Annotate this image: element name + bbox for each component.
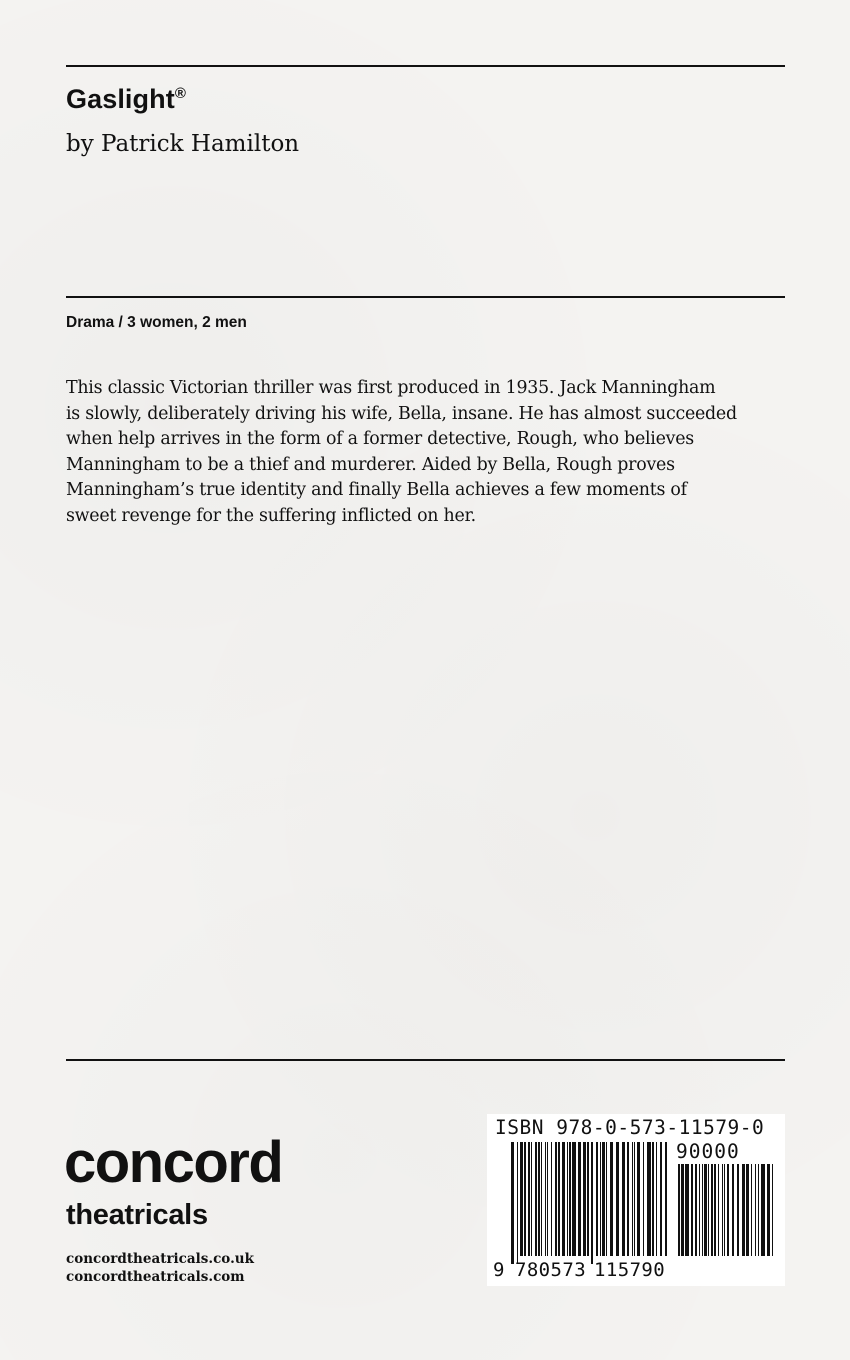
price-code: 90000 (676, 1140, 740, 1163)
barcode-bar (711, 1164, 713, 1256)
barcode-bar (685, 1164, 689, 1256)
url-com[interactable]: concordtheatricals.com (66, 1269, 245, 1285)
barcode-bar (569, 1142, 571, 1256)
synopsis-line: is slowly, deliberately driving his wife, Bella, insane. He has almost succeeded (66, 403, 737, 424)
barcode-bar (600, 1142, 601, 1256)
synopsis-line: when help arrives in the form of a former detective, Rough, who believes (66, 429, 694, 449)
barcode-bar (647, 1142, 651, 1256)
barcode-bar (587, 1142, 589, 1256)
addon-bars (678, 1164, 776, 1264)
barcode-bar (567, 1142, 568, 1256)
barcode-bar (751, 1164, 752, 1256)
barcode-bar (714, 1164, 716, 1256)
synopsis-line: Manningham to be a thief and murderer. Aided by Bella, Rough proves (66, 454, 675, 475)
barcode-bar (627, 1142, 629, 1256)
isbn-label: ISBN 978-0-573-11579-0 (495, 1116, 765, 1139)
barcode-bar (695, 1164, 697, 1256)
barcode-bar (610, 1142, 613, 1256)
barcode-bar (755, 1164, 756, 1256)
logo-theatricals: theatricals (66, 1199, 208, 1231)
barcode-bar (538, 1142, 540, 1256)
barcode-bar (555, 1142, 557, 1256)
synopsis-line: Manningham’s true identity and finally Bella achieves a few moments of (66, 480, 687, 500)
barcode-bar (572, 1142, 576, 1256)
barcode-bar (699, 1164, 700, 1256)
middle-rule (66, 296, 785, 298)
digits-right: 115790 (594, 1259, 666, 1281)
isbn-barcode (487, 1114, 785, 1286)
barcode-bar (724, 1164, 725, 1256)
barcode-bar (652, 1142, 654, 1256)
ean13-bars (511, 1142, 671, 1264)
barcode-bar (704, 1164, 707, 1256)
barcode-bar (591, 1142, 593, 1264)
barcode-bar (583, 1142, 586, 1256)
barcode-bar (702, 1164, 703, 1256)
digit-lead: 9 (493, 1259, 505, 1281)
synopsis-line: This classic Victorian thriller was first produced in 1935. Jack Manningham (66, 378, 716, 398)
barcode-bar (634, 1142, 635, 1256)
barcode-bar (535, 1142, 537, 1256)
barcode-bar (551, 1142, 552, 1256)
barcode-bar (637, 1142, 640, 1256)
barcode-bar (545, 1142, 546, 1256)
barcode-bar (761, 1164, 765, 1256)
barcode-bar (562, 1142, 565, 1256)
barcode-bar (772, 1164, 773, 1256)
genre-cast: Drama / 3 women, 2 men (66, 314, 247, 331)
registered-mark: ® (174, 85, 186, 102)
barcode-bar (767, 1164, 770, 1256)
barcode-bar (665, 1142, 667, 1256)
barcode-bar (660, 1142, 662, 1256)
digits-left: 780573 (515, 1259, 587, 1281)
barcode-bar (732, 1164, 734, 1256)
barcode-bar (742, 1164, 745, 1256)
barcode-digits (493, 1258, 665, 1282)
barcode-bar (616, 1142, 619, 1256)
barcode-bar (606, 1142, 607, 1256)
barcode-bar (528, 1142, 530, 1256)
barcode-bar (622, 1142, 625, 1256)
publisher-urls (66, 1250, 254, 1286)
publisher-logo (64, 1130, 283, 1231)
barcode-bar (558, 1142, 560, 1256)
url-uk[interactable]: concordtheatricals.co.uk (66, 1251, 254, 1267)
barcode-bar (746, 1164, 749, 1256)
synopsis-line: sweet revenge for the suffering inflicted on her. (66, 505, 476, 526)
barcode-bar (531, 1142, 532, 1256)
barcode-bar (722, 1164, 723, 1256)
synopsis (66, 376, 790, 529)
title-block (66, 82, 766, 160)
barcode-bar (718, 1164, 719, 1256)
barcode-bar (758, 1164, 759, 1256)
barcode-bar (656, 1142, 657, 1256)
barcode-bar (632, 1142, 633, 1256)
barcode-bar (520, 1142, 523, 1256)
barcode-bar (524, 1142, 526, 1256)
barcode-bar (547, 1142, 548, 1256)
barcode-bar (708, 1164, 709, 1256)
barcode-bar (602, 1142, 605, 1256)
barcode-bar (681, 1164, 684, 1256)
barcode-bar (511, 1142, 514, 1264)
author-byline: by Patrick Hamilton (66, 131, 300, 157)
barcode-bar (578, 1142, 581, 1256)
bottom-rule (66, 1059, 785, 1061)
barcode-bar (517, 1142, 518, 1264)
barcode-bar (541, 1142, 542, 1256)
barcode-bar (727, 1164, 729, 1256)
book-title: Gaslight® (66, 84, 186, 114)
barcode-bar (596, 1142, 598, 1256)
barcode-bar (691, 1164, 693, 1256)
logo-concord: concord (64, 1130, 283, 1195)
barcode-bar (678, 1164, 680, 1256)
top-rule (66, 65, 785, 67)
barcode-bar (737, 1164, 739, 1256)
barcode-bar (643, 1142, 644, 1256)
